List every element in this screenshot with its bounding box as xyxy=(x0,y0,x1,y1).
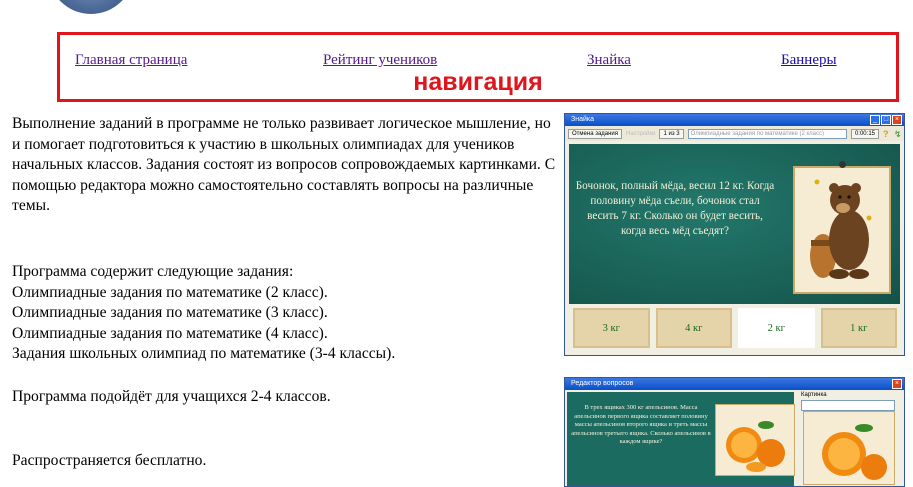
close-icon: × xyxy=(892,115,902,125)
app-screenshot-quiz[interactable] xyxy=(564,113,905,356)
answer-option: 1 кг xyxy=(821,308,898,348)
distribution xyxy=(12,451,557,472)
app-screenshot-editor[interactable] xyxy=(564,377,905,487)
window-title: Знайка xyxy=(571,116,595,123)
picture-label: Картинка xyxy=(801,392,827,398)
window-titlebar xyxy=(565,114,904,126)
app-toolbar xyxy=(565,126,904,141)
task-item: Олимпиадные задания по математике (3 класс). xyxy=(12,304,328,321)
pin-icon xyxy=(839,161,846,168)
nav-link-rating[interactable]: Рейтинг учеников xyxy=(323,52,438,68)
editor-question-text: В трех ящиках 300 кг апельсинов. Масса апельсинов первого ящика составляет половину массы апельсинов второго ящика и треть массы апельсинов третьего ящика. Сколько апельсинов в каждом ящике? xyxy=(571,404,711,445)
picture-preview xyxy=(803,411,895,485)
task-list-intro: Программа содержит следующие задания: xyxy=(12,263,294,280)
description xyxy=(12,114,557,217)
task-list xyxy=(12,262,557,365)
question-text: Бочонок, полный мёда, весил 12 кг. Когда половину мёда съели, бочонок стал весить 7 кг. Сколько он будет весить, когда весь мёд съедят? xyxy=(575,180,775,237)
editor-side-panel xyxy=(801,392,901,411)
editor-question-board xyxy=(567,392,794,487)
site-logo[interactable] xyxy=(48,0,134,14)
exit-icon: ↯ xyxy=(894,129,902,139)
question-counter: 1 из 3 xyxy=(659,129,683,139)
distribution-text: Распространяется бесплатно. xyxy=(12,452,207,469)
answer-option: 4 кг xyxy=(656,308,733,348)
suitability-text: Программа подойдёт для учащихся 2-4 классов. xyxy=(12,388,331,405)
task-item: Олимпиадные задания по математике (4 класс). xyxy=(12,324,328,342)
picture-path-input xyxy=(801,400,895,411)
settings-button: Настройки xyxy=(626,130,656,137)
oranges-preview-icon xyxy=(804,412,894,484)
suitability xyxy=(12,387,557,408)
answer-option-selected: 2 кг xyxy=(738,308,815,348)
answer-options xyxy=(573,308,897,348)
editor-window-title: Редактор вопросов xyxy=(571,380,634,387)
editor-titlebar xyxy=(565,378,904,390)
question-picture xyxy=(793,166,891,294)
oranges-icon xyxy=(716,405,794,475)
timer: 0:00:15 xyxy=(851,129,879,139)
cancel-task-button: Отмена задания xyxy=(568,129,622,139)
task-select: Олимпиадные задания по математике (2 класс) xyxy=(688,129,847,139)
task-item: Задания школьных олимпиад по математике (3-4 классы). xyxy=(12,345,396,362)
close-icon: × xyxy=(892,379,902,389)
nav-link-home[interactable]: Главная страница xyxy=(75,52,188,68)
nav-link-znayka[interactable]: Знайка xyxy=(587,52,631,68)
bear-illustration xyxy=(809,178,875,284)
task-item: Олимпиадные задания по математике (2 класс). xyxy=(12,283,328,301)
description-text: Выполнение заданий в программе не только развивает логическое мышление, но и помогает подготовиться к участию в школьных олимпиадах для учеников начальных классов. Задания состоят из вопросов сопровождаемых картинками. С помощью редактора можно самостоятельно составлять вопросы на различные темы. xyxy=(12,115,556,214)
navigation-annotation: навигация xyxy=(413,68,543,96)
question-board xyxy=(569,144,900,304)
oranges-picture xyxy=(715,404,795,476)
nav-link-banners[interactable]: Баннеры xyxy=(781,52,837,68)
maximize-icon: □ xyxy=(881,115,891,125)
answer-option: 3 кг xyxy=(573,308,650,348)
help-icon: ? xyxy=(883,129,889,139)
minimize-icon: _ xyxy=(870,115,880,125)
navigation-bar xyxy=(57,32,899,102)
